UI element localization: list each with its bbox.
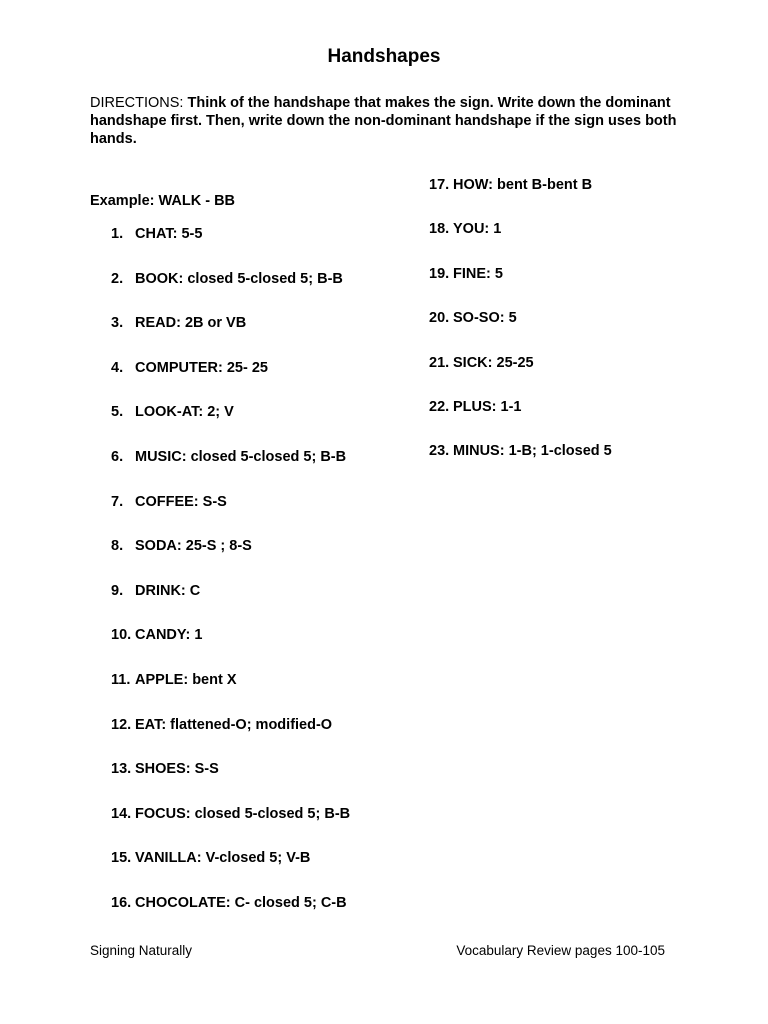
list-item: [111, 360, 350, 405]
list-item: [111, 850, 350, 895]
list-item: [111, 761, 350, 806]
item-text: HOW: bent B-bent B: [453, 177, 593, 193]
page-title: Handshapes: [327, 46, 441, 67]
directions: [90, 94, 680, 148]
list-item: [111, 449, 350, 494]
vocab-list-right: [429, 177, 612, 488]
vocab-list-left: [111, 226, 350, 940]
item-text: DRINK: C: [135, 582, 201, 599]
item-text: MINUS: 1-B; 1-closed 5: [453, 443, 612, 460]
item-text: YOU: 1: [453, 221, 502, 238]
item-number: 22.: [429, 398, 450, 415]
list-item: [111, 404, 350, 449]
item-text: SO-SO: 5: [453, 310, 517, 327]
list-item: [111, 627, 350, 672]
list-item: [111, 538, 350, 583]
item-text: CHAT: 5-5: [135, 226, 203, 242]
item-text: COMPUTER: 25- 25: [135, 359, 268, 376]
item-number: 16.: [111, 894, 132, 911]
list-item: [429, 177, 612, 221]
list-item: [111, 271, 350, 316]
list-item: [111, 806, 350, 851]
item-number: 19.: [429, 265, 450, 282]
footer-left: Signing Naturally: [90, 943, 193, 958]
item-text: COFFEE: S-S: [135, 493, 227, 510]
item-number: 5.: [111, 404, 124, 421]
item-text: APPLE: bent X: [135, 671, 237, 688]
item-text: SODA: 25-S ; 8-S: [135, 538, 252, 555]
item-text: PLUS: 1-1: [453, 398, 522, 415]
list-item: [429, 399, 612, 443]
item-number: 7.: [111, 493, 124, 510]
item-text: SICK: 25-25: [453, 354, 534, 371]
item-number: 3.: [111, 315, 124, 332]
item-text: READ: 2B or VB: [135, 315, 247, 332]
item-number: 8.: [111, 538, 124, 555]
item-number: 6.: [111, 448, 124, 465]
item-text: FOCUS: closed 5-closed 5; B-B: [135, 805, 351, 822]
list-item: [111, 315, 350, 360]
item-text: SHOES: S-S: [135, 761, 219, 778]
item-number: 20.: [429, 310, 450, 327]
list-item: [429, 266, 612, 310]
list-item: [111, 226, 350, 271]
list-item: [111, 583, 350, 628]
item-text: EAT: flattened-O; modified-O: [135, 716, 333, 733]
item-number: 12.: [111, 716, 132, 733]
item-text: MUSIC: closed 5-closed 5; B-B: [135, 448, 347, 465]
item-text: LOOK-AT: 2; V: [135, 404, 234, 421]
example-line: Example: WALK - BB: [90, 193, 236, 209]
item-number: 10.: [111, 627, 132, 644]
item-text: CANDY: 1: [135, 627, 203, 644]
list-item: [111, 494, 350, 539]
list-item: [429, 221, 612, 265]
item-number: 13.: [111, 761, 132, 778]
item-number: 23.: [429, 443, 450, 460]
item-text: CHOCOLATE: C- closed 5; C-B: [135, 894, 347, 911]
list-item: [111, 672, 350, 717]
item-number: 2.: [111, 270, 124, 287]
item-text: VANILLA: V-closed 5; V-B: [135, 850, 311, 867]
item-number: 1.: [111, 226, 124, 242]
list-item: [429, 443, 612, 487]
item-number: 17.: [429, 177, 450, 193]
item-number: 14.: [111, 805, 132, 822]
list-item: [111, 895, 350, 940]
directions-text: Think of the handshape that makes the sign. Write down the dominant handshape first. Then, write down the non-dominant handshape if the sign uses both hands.: [90, 95, 677, 147]
list-item: [429, 355, 612, 399]
directions-label: DIRECTIONS:: [90, 95, 184, 111]
item-text: FINE: 5: [453, 265, 503, 282]
item-text: BOOK: closed 5-closed 5; B-B: [135, 270, 343, 287]
item-number: 18.: [429, 221, 450, 238]
item-number: 11.: [111, 671, 131, 688]
list-item: [111, 717, 350, 762]
footer-right: Vocabulary Review pages 100-105: [456, 943, 665, 958]
item-number: 15.: [111, 850, 132, 867]
list-item: [429, 310, 612, 354]
item-number: 21.: [429, 354, 450, 371]
item-number: 4.: [111, 359, 124, 376]
item-number: 9.: [111, 582, 124, 599]
